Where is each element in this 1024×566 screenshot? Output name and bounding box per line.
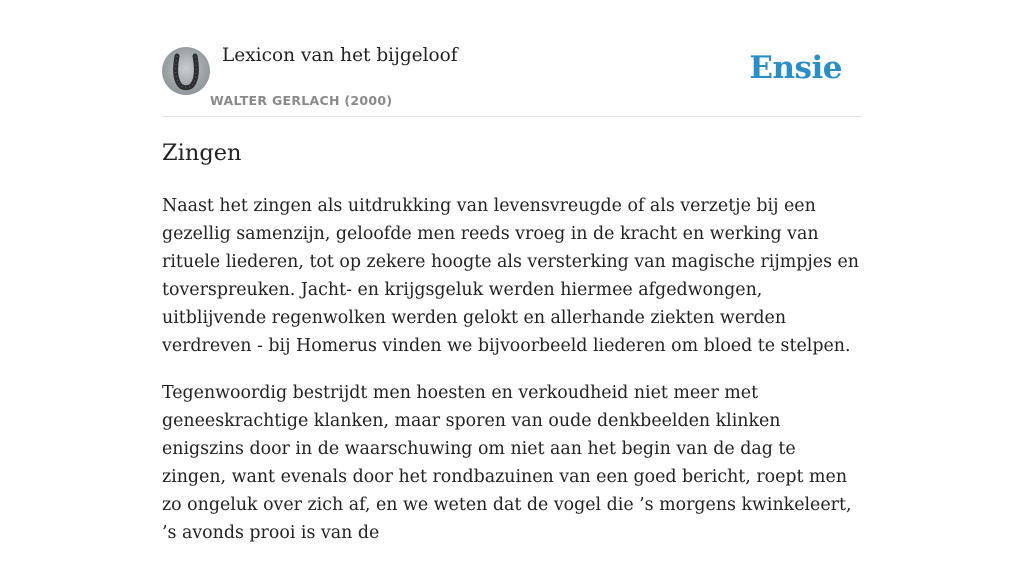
entry-paragraph: Tegenwoordig bestrijdt men hoesten en verkoudheid niet meer met geneeskrachtige klanken, maar sporen van oude denkbeelden klinken enigszins door in de waarschuwing om niet aan het begin van de dag te zingen, want evenals door het rondbazuinen van een goed bericht, roept men zo ongeluk over zich af, en we weten dat de vogel die ’s morgens kwinkeleert, ’s avonds prooi is van de xyxy=(162,383,852,543)
entry-body xyxy=(162,192,862,566)
lexicon-author: WALTER GERLACH (2000) xyxy=(210,93,393,108)
lexicon-title[interactable]: Lexicon van het bijgeloof xyxy=(222,45,458,66)
entry-paragraph: Naast het zingen als uitdrukking van levensvreugde of als verzetje bij een gezellig samenzijn, geloofde men reeds vroeg in de kracht en werking van rituele liederen, tot op zekere hoogte als versterking van magische rijmpjes en toverspreuken. Jacht- en krijgsgeluk werden hiermee afgedwongen, uitblijvende regenwolken werden gelokt en allerhande ziekten werden verdreven - bij Homerus vinden we bijvoorbeeld liederen om bloed te stelpen. xyxy=(162,196,860,356)
lexicon-header xyxy=(162,0,862,117)
entry-title: Zingen xyxy=(162,140,242,166)
ensie-logo[interactable]: Ensie xyxy=(749,50,842,86)
content-container xyxy=(162,0,862,543)
horseshoe-icon xyxy=(162,47,210,95)
lexicon-avatar[interactable] xyxy=(162,47,210,95)
